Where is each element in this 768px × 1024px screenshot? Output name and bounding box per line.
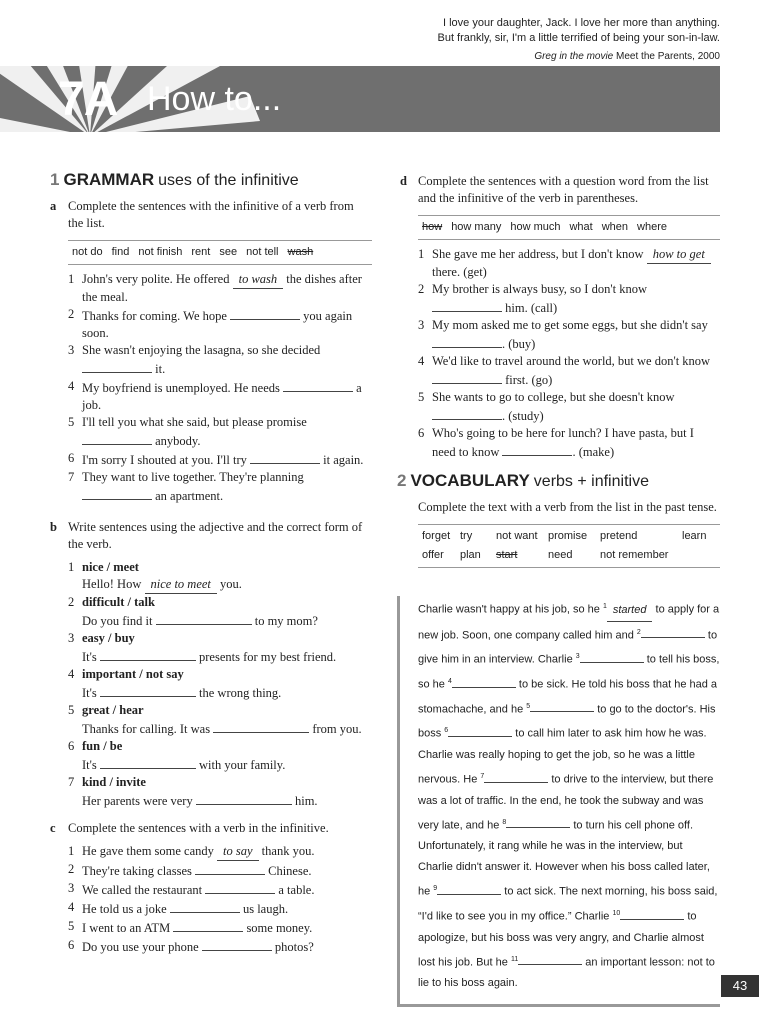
gap-number: 9	[433, 885, 438, 893]
item-number: 1	[68, 272, 75, 286]
answer-blank[interactable]	[100, 683, 196, 697]
item-text: She gave me her address, but I don't know	[432, 247, 647, 261]
word-option: not tell	[246, 246, 279, 258]
item-number: 7	[68, 775, 75, 789]
answer-blank[interactable]	[530, 699, 594, 712]
answer-blank[interactable]	[170, 899, 240, 913]
item-text: to my mom?	[251, 614, 318, 628]
answer-blank[interactable]	[506, 815, 570, 828]
section-title: GRAMMAR	[63, 170, 155, 189]
item-text: you again soon.	[82, 309, 353, 340]
answer-blank[interactable]	[484, 770, 548, 783]
exercise-item	[68, 861, 372, 880]
item-text: the wrong thing.	[195, 686, 282, 700]
section-title: VOCABULARY	[410, 471, 530, 490]
exercise-item	[418, 425, 720, 461]
item-text: thank you.	[258, 844, 315, 858]
item-text: Hello! How	[82, 577, 145, 591]
item-text: him. (call)	[502, 301, 558, 315]
gap-number: 7	[480, 772, 485, 780]
word-option: find	[111, 246, 130, 258]
word-option: see	[219, 246, 238, 258]
section-subtitle: verbs + infinitive	[533, 473, 649, 490]
answer-blank[interactable]	[502, 442, 572, 456]
exercise-item	[68, 306, 372, 342]
exercise-item	[68, 594, 372, 611]
word-option: not do	[72, 246, 103, 258]
item-number: 3	[68, 343, 75, 357]
item-text: an apartment.	[152, 489, 224, 503]
item-number: 5	[68, 703, 75, 717]
word-option-used: start	[496, 549, 518, 561]
answer-blank[interactable]	[230, 306, 300, 320]
item-sentence	[82, 683, 372, 702]
answer-blank[interactable]	[432, 406, 502, 420]
exercise-item	[68, 738, 372, 755]
answer-blank[interactable]	[580, 650, 644, 663]
grammar-heading	[50, 170, 299, 190]
item-text: Her parents were very	[82, 794, 196, 808]
item-prompt: kind / invite	[82, 775, 146, 789]
item-number: 1	[418, 247, 425, 261]
gap-number: 6	[444, 727, 449, 735]
item-text: . (study)	[502, 409, 544, 423]
item-text: We called the restaurant	[82, 883, 206, 897]
item-text: He told us a joke	[82, 902, 170, 916]
word-option: where	[637, 221, 667, 233]
word-option: not remember	[600, 549, 669, 561]
word-option: learn	[682, 530, 707, 542]
item-text: us laugh.	[239, 902, 289, 916]
example-answer: started	[607, 600, 653, 622]
item-text: photos?	[271, 940, 314, 954]
exercise-c-items	[50, 843, 372, 956]
unit-number: 7A	[58, 73, 118, 126]
item-text: the dishes after the meal.	[82, 272, 362, 304]
item-text: there. (get)	[432, 265, 487, 279]
answer-blank[interactable]	[100, 647, 196, 661]
word-option: need	[548, 549, 573, 561]
word-option: what	[569, 221, 593, 233]
example-answer: to say	[217, 843, 259, 861]
word-option: plan	[460, 549, 481, 561]
word-option: not want	[496, 530, 538, 542]
item-prompt: fun / be	[82, 739, 123, 753]
item-text: They're taking classes	[82, 864, 195, 878]
item-number: 5	[68, 415, 75, 429]
story-fragment: an important lesson: not to lie to his boss again.	[418, 956, 715, 990]
answer-blank[interactable]	[620, 907, 684, 920]
exercise-item	[68, 899, 372, 918]
item-text: They want to live together. They're planning	[82, 470, 304, 484]
item-text: you.	[216, 577, 242, 591]
item-number: 2	[418, 282, 425, 296]
word-list-a	[68, 240, 372, 265]
example-answer: nice to meet	[145, 576, 217, 594]
exercise-item	[68, 630, 372, 647]
item-text: I'll tell you what she said, but please promise	[82, 415, 307, 429]
exercise-item	[68, 937, 372, 956]
section-subtitle: uses of the infinitive	[158, 172, 299, 189]
answer-blank[interactable]	[100, 755, 196, 769]
answer-blank[interactable]	[82, 359, 152, 373]
exercise-item	[418, 389, 720, 425]
item-text: I went to an ATM	[82, 921, 174, 935]
item-text: Chinese.	[264, 864, 312, 878]
unit-title: How to...	[147, 80, 282, 118]
item-text: presents for my best friend.	[195, 650, 337, 664]
item-number: 4	[68, 379, 75, 393]
answer-blank[interactable]	[250, 450, 320, 464]
answer-blank[interactable]	[196, 791, 292, 805]
word-option: try	[460, 530, 473, 542]
item-number: 6	[418, 426, 425, 440]
item-text: Who's going to be here for lunch? I have pasta, but I need to know	[432, 426, 694, 459]
answer-blank[interactable]	[82, 431, 152, 445]
instruction-text: Complete the text with a verb from the list in the past tense.	[418, 500, 717, 514]
gap-number: 10	[612, 909, 621, 917]
item-text: Thanks for calling. It was	[82, 722, 214, 736]
item-text: anybody.	[152, 434, 201, 448]
item-sentence	[82, 755, 372, 774]
exercise-item	[68, 378, 372, 414]
exercise-item	[418, 317, 720, 353]
answer-blank[interactable]	[82, 486, 152, 500]
exercise-item	[418, 281, 720, 317]
right-column	[400, 173, 720, 461]
vocabulary-instruction-block	[418, 499, 720, 574]
item-text: He gave them some candy	[82, 844, 218, 858]
instruction-text: Write sentences using the adjective and the correct form of the verb.	[68, 520, 363, 551]
answer-blank[interactable]	[202, 937, 272, 951]
instruction-text: Complete the sentences with a question word from the list and the infinitive of the verb in parentheses.	[418, 174, 709, 205]
quote-line-2: But frankly, sir, I'm a little terrified of being your son-in-law.	[437, 32, 720, 44]
story-text	[397, 596, 720, 1007]
exercise-item	[68, 880, 372, 899]
exercise-b-items	[50, 559, 372, 810]
exercise-item	[418, 246, 720, 281]
answer-blank[interactable]	[213, 719, 309, 733]
quote-line-1: I love your daughter, Jack. I love her more than anything.	[443, 17, 720, 29]
epigraph-quote	[437, 16, 720, 64]
exercise-item	[68, 918, 372, 937]
answer-blank[interactable]	[432, 370, 502, 384]
word-option: when	[601, 221, 629, 233]
answer-blank[interactable]	[518, 952, 582, 965]
item-number: 1	[68, 560, 75, 574]
item-number: 3	[68, 881, 75, 895]
item-text: with your family.	[195, 758, 286, 772]
item-number: 5	[418, 390, 425, 404]
item-text: a job.	[82, 381, 362, 412]
item-number: 6	[68, 451, 75, 465]
answer-blank[interactable]	[641, 625, 705, 638]
word-list-vocabulary	[418, 524, 720, 568]
item-number: 2	[68, 862, 75, 876]
item-text: It's	[82, 686, 100, 700]
quote-source-movie: Meet the Parents, 2000	[616, 51, 720, 62]
answer-blank[interactable]	[452, 675, 516, 688]
item-text: some money.	[243, 921, 313, 935]
item-number: 1	[68, 844, 75, 858]
story-fragment: to call him later to ask him how he was. Charlie was really hoping to get the job, so he was a little nervous. He	[418, 727, 707, 786]
item-prompt: important / not say	[82, 667, 184, 681]
instruction-text: Complete the sentences with the infinitive of a verb from the list.	[68, 199, 354, 230]
story-fragment: Charlie wasn't happy at his job, so he	[418, 603, 603, 616]
gap-number: 4	[447, 677, 452, 685]
word-option: how much	[510, 221, 561, 233]
example-answer: to wash	[233, 271, 284, 289]
exercise-item	[68, 342, 372, 378]
gap-number: 11	[510, 955, 519, 963]
item-text: She wants to go to college, but she doesn't know	[432, 390, 675, 404]
item-number: 4	[418, 354, 425, 368]
exercise-item	[68, 774, 372, 791]
gap-number: 1	[602, 603, 607, 610]
item-text: Do you find it	[82, 614, 156, 628]
exercise-item	[68, 271, 372, 306]
item-text: Do you use your phone	[82, 940, 202, 954]
exercise-letter: d	[400, 174, 407, 188]
item-text: it.	[152, 362, 166, 376]
instruction-text: Complete the sentences with a verb in the infinitive.	[68, 821, 329, 835]
item-text: My mom asked me to get some eggs, but she didn't say	[432, 318, 708, 332]
word-option-used: wash	[287, 246, 314, 258]
exercise-letter: a	[50, 199, 57, 213]
word-option-used: how	[422, 221, 443, 233]
item-text: first. (go)	[502, 373, 553, 387]
quote-source	[437, 49, 720, 64]
item-text: It's	[82, 758, 100, 772]
item-sentence	[82, 576, 372, 594]
answer-blank[interactable]	[437, 882, 501, 895]
item-sentence	[82, 611, 372, 630]
answer-blank[interactable]	[195, 861, 265, 875]
story-fragment: to tell his boss, so he	[418, 653, 720, 691]
unit-banner	[0, 66, 720, 132]
story-fragment: to turn his cell phone off. Unfortunately, it rang while he was in the interview, but Charlie didn't answer it. However when his boss called later, he	[418, 819, 710, 898]
answer-blank[interactable]	[173, 918, 243, 932]
item-number: 2	[68, 307, 75, 321]
gap-number: 3	[575, 653, 580, 661]
item-number: 4	[68, 900, 75, 914]
example-answer: how to get	[647, 246, 711, 264]
item-prompt: great / hear	[82, 703, 144, 717]
item-number: 5	[68, 919, 75, 933]
exercise-item	[68, 450, 372, 469]
word-option: offer	[422, 549, 444, 561]
exercise-item	[68, 414, 372, 450]
exercise-item	[68, 702, 372, 719]
item-text: John's very polite. He offered	[82, 272, 233, 286]
left-column	[50, 198, 372, 956]
story-fragment: to drive to the interview, but there was a lot of traffic. In the end, he took the subway and was very late, and he	[418, 773, 714, 832]
word-option: pretend	[600, 530, 638, 542]
exercise-b-instruction	[50, 519, 372, 553]
item-text: him.	[291, 794, 318, 808]
gap-number: 8	[502, 818, 507, 826]
story-fragment: to go to the doctor's. His boss	[418, 703, 716, 740]
item-text: My brother is always busy, so I don't know	[432, 282, 647, 296]
item-number: 2	[68, 595, 75, 609]
exercise-item	[418, 353, 720, 389]
exercise-item	[68, 666, 372, 683]
item-text: a table.	[275, 883, 315, 897]
item-number: 6	[68, 938, 75, 952]
story-fragment: to be sick. He told his boss that he had a stomachache, and he	[418, 678, 718, 716]
story-fragment: to apply for a new job. Soon, one company called him and	[418, 603, 720, 642]
story-fragment: to act sick. The next morning, his boss said, “I'd like to see you in my office.” Charlie	[418, 885, 718, 923]
item-number: 3	[418, 318, 425, 332]
item-number: 4	[68, 667, 75, 681]
item-sentence	[82, 791, 372, 810]
exercise-item	[68, 559, 372, 576]
item-number: 6	[68, 739, 75, 753]
item-sentence	[82, 647, 372, 666]
item-text: Thanks for coming. We hope	[82, 309, 231, 323]
exercise-item	[68, 843, 372, 861]
item-text: I'm sorry I shouted at you. I'll try	[82, 453, 251, 467]
item-prompt: difficult / talk	[82, 595, 155, 609]
story-fragment: to give him in an interview. Charlie	[418, 629, 718, 666]
word-option: promise	[548, 530, 588, 542]
exercise-c-instruction	[50, 820, 372, 837]
vocabulary-heading	[397, 471, 649, 491]
item-text: We'd like to travel around the world, but we don't know	[432, 354, 711, 368]
item-number: 3	[68, 631, 75, 645]
item-text: it again.	[320, 453, 364, 467]
item-text: . (make)	[572, 445, 615, 459]
exercise-letter: c	[50, 821, 56, 835]
item-text: from you.	[309, 722, 362, 736]
exercise-d-instruction	[400, 173, 720, 207]
section-number: 1	[50, 170, 60, 189]
gap-number: 2	[636, 628, 641, 636]
item-sentence	[82, 719, 372, 738]
exercise-letter: b	[50, 520, 57, 534]
word-option: forget	[422, 530, 451, 542]
item-number: 7	[68, 470, 75, 484]
gap-number: 5	[526, 702, 531, 710]
exercise-item	[68, 469, 372, 505]
item-prompt: easy / buy	[82, 631, 135, 645]
answer-blank[interactable]	[448, 724, 512, 737]
answer-blank[interactable]	[156, 611, 252, 625]
word-option: rent	[191, 246, 211, 258]
story-fragment: to apologize, but his boss was very angry, and Charlie almost lost his job. But he	[418, 910, 704, 969]
answer-blank[interactable]	[432, 298, 502, 312]
word-option: how many	[451, 221, 502, 233]
page-number: 43	[721, 975, 759, 997]
answer-blank[interactable]	[432, 334, 502, 348]
word-list-d	[418, 215, 720, 240]
exercise-a-instruction	[50, 198, 372, 232]
item-text: My boyfriend is unemployed. He needs	[82, 381, 284, 395]
answer-blank[interactable]	[283, 378, 353, 392]
item-text: It's	[82, 650, 100, 664]
answer-blank[interactable]	[205, 880, 275, 894]
item-text: She wasn't enjoying the lasagna, so she decided	[82, 343, 321, 357]
section-number: 2	[397, 471, 407, 490]
quote-source-name: Greg in the movie	[534, 51, 614, 62]
word-option: not finish	[138, 246, 183, 258]
item-prompt: nice / meet	[82, 560, 139, 574]
item-text: . (buy)	[502, 337, 536, 351]
